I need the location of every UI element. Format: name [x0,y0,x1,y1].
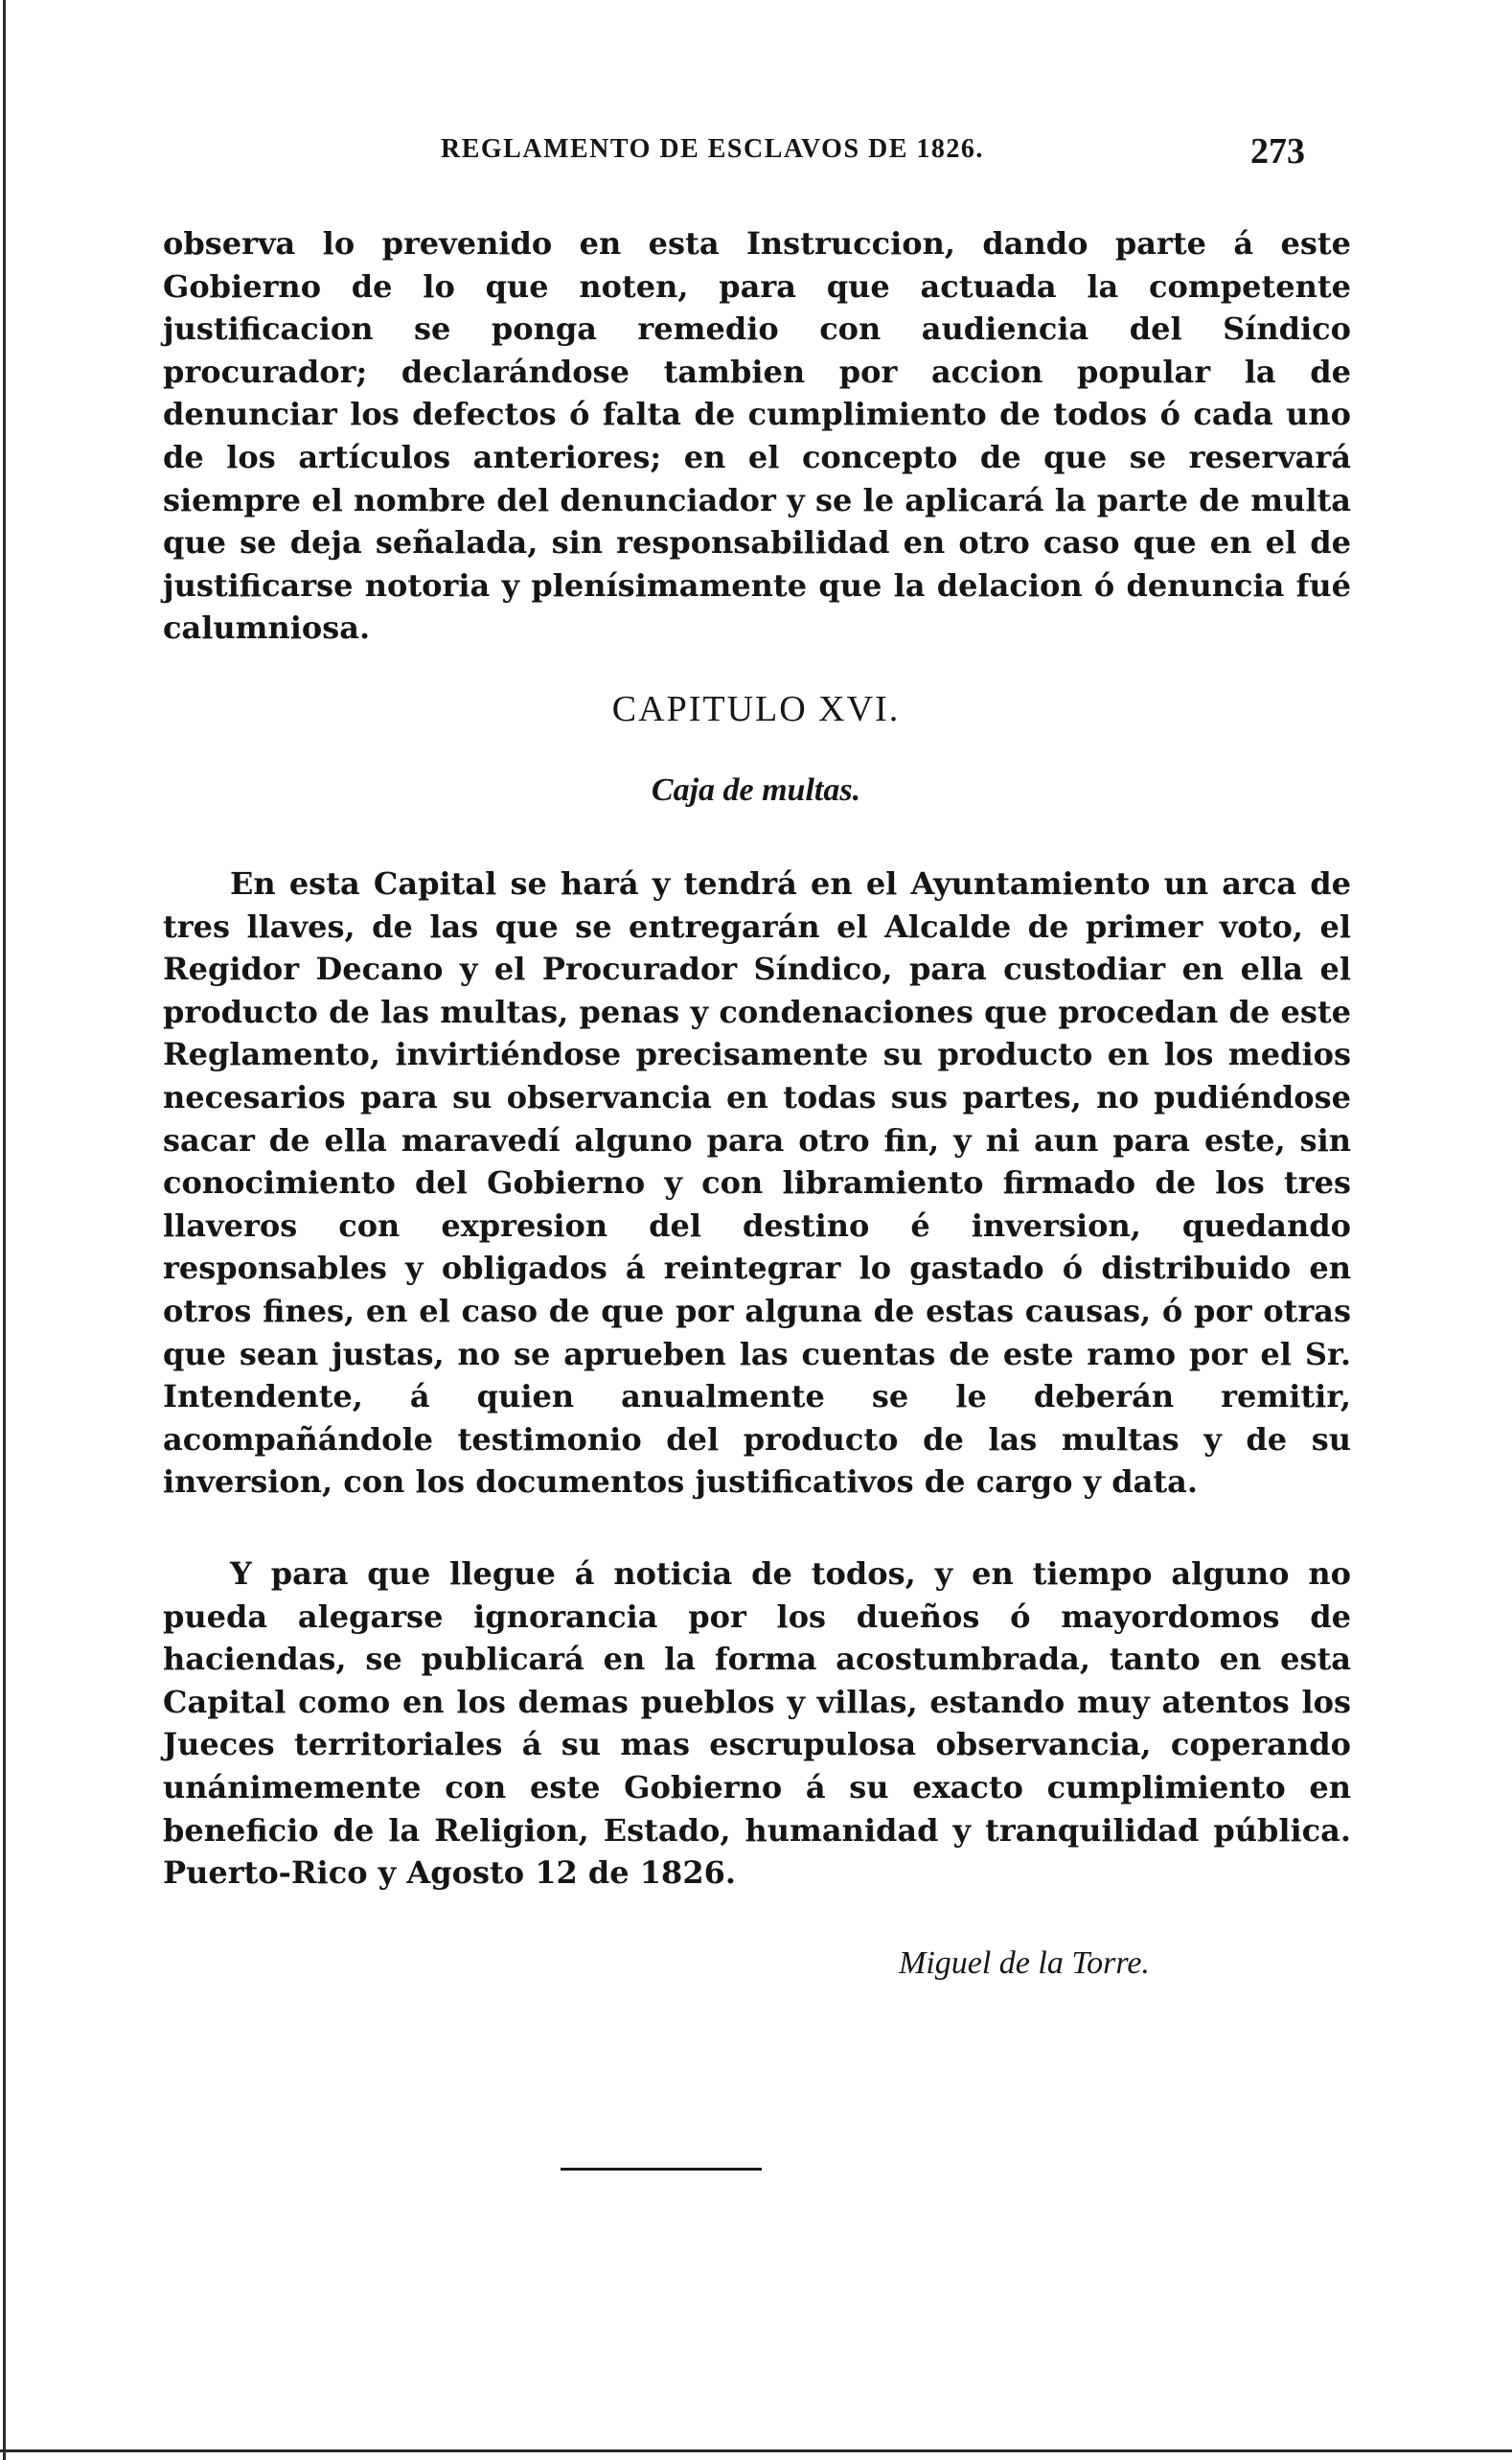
running-head: REGLAMENTO DE ESCLAVOS DE 1826. [441,134,984,164]
page-number: 273 [1250,131,1305,172]
paragraph-publicacion: Y para que llegue á noticia de todos, y en tiempo alguno no pueda alegarse ignorancia por los dueños ó mayordomos de haciendas, se publicará en la forma acostumbrada, tanto en esta Capital como en los demas pueblos y villas, estando muy atentos los Jueces territoriales á su mas escrupulosa observancia, coperando unánimemente con este Gobierno á su exacto cumplimiento en beneficio de la Religion, Estado, humanidad y tranquilidad pública. Puerto-Rico y Agosto 12 de 1826. [163,1555,1351,1892]
signature: Miguel de la Torre. [899,1945,1150,1981]
end-rule-divider [561,2168,762,2171]
chapter-subtitle: Caja de multas. [651,772,861,808]
chapter-title: CAPITULO XVI. [611,689,901,729]
scan-bottom-edge [0,2449,1512,2452]
paragraph-caja-de-multas: En esta Capital se hará y tendrá en el Ayuntamiento un arca de tres llaves, de las que se entregarán el Alcalde de primer voto, el Regidor Decano y el Procurador Síndico, para custodiar en ella el producto de las multas, penas y condenaciones que procedan de este Reglamento, invirtiéndose precisamente su producto en los medios necesarios para su observancia en todas sus partes, no pudiéndose sacar de ella maravedí alguno para otro fin, y ni aun para este, sin conocimiento del Gobierno y con libramiento firmado de los tres llaveros con expresion del destino é inversion, quedando responsables y obligados á reintegrar lo gastado ó distribuido en otros fines, en el caso de que por alguna de estas causas, ó por otras que sean justas, no se aprueben las cuentas de este ramo por el Sr. Intendente, á quien anualmente se le deberán remitir, acompañándole testimonio del producto de las multas y de su inversion, con los documentos justificativos de cargo y data. [163,865,1351,1501]
paragraph-observa: observa lo prevenido en esta Instruccion, dando parte á este Gobierno de lo que noten, para que actuada la competente justificacion se ponga remedio con audiencia del Síndico procurador; declarándose tambien por accion popular la de denunciar los defectos ó falta de cumplimiento de todos ó cada uno de los artículos anteriores; en el concepto de que se reservará siempre el nombre del denunciador y se le aplicará la parte de multa que se deja señalada, sin responsabilidad en otro caso que en el de justificarse notoria y plenísimamente que la delacion ó denuncia fué calumniosa. [163,225,1351,647]
scan-left-edge [3,0,6,2460]
